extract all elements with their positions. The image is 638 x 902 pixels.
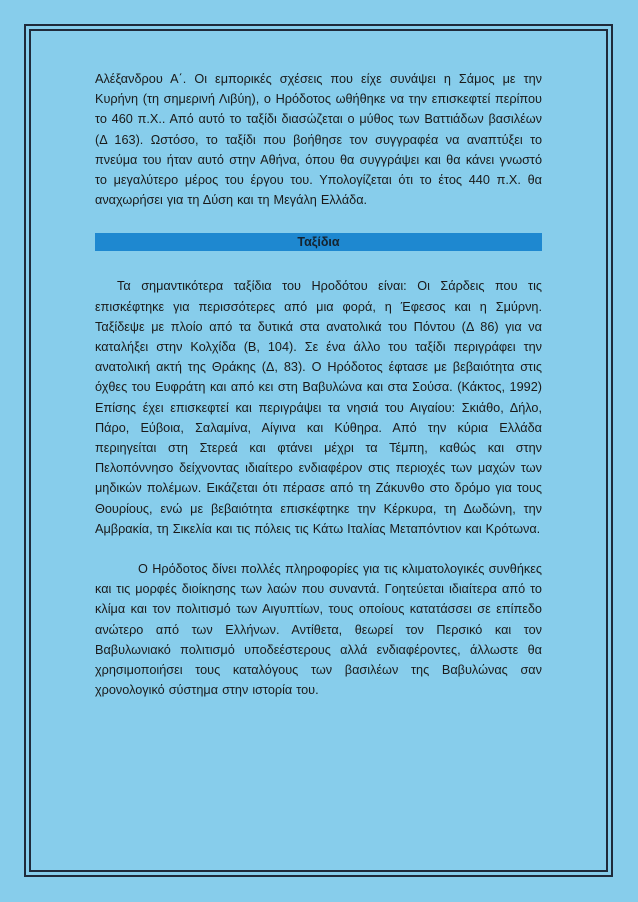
section-heading: Ταξίδια xyxy=(297,235,340,250)
section-heading-bar xyxy=(95,233,542,251)
document-body xyxy=(95,69,542,700)
paragraph-intro: Αλέξανδρου Α΄. Οι εμπορικές σχέσεις που είχε συνάψει η Σάμος με την Κυρήνη (τη σημερινή Λιβύη), ο Ηρόδοτος ωθήθηκε να την επισκεφτεί περίπου το 460 π.Χ.. Από αυτό το ταξίδι διασώζεται ο μύθος των Βαττιάδων βασιλέων (Δ 163). Ωστόσο, το ταξίδι που βοήθησε τον συγγραφέα να αναπτύξει το πνεύμα του ήταν αυτό στην Αθήνα, όπου θα συγγράψει και θα κάνει γνωστό το μεγαλύτερο μέρος του έργου του. Υπολογίζεται ότι το έτος 440 π.Χ. θα αναχωρήσει για τη Δύση και τη Μεγάλη Ελλάδα. xyxy=(95,72,542,208)
paragraph-spacer xyxy=(95,539,542,559)
paragraph-observations: Ο Ηρόδοτος δίνει πολλές πληροφορίες για τις κλιματολογικές συνθήκες και τις μορφές διοίκησης των λαών που συναντά. Γοητεύεται ιδιαίτερα από το κλίμα και τον πολιτισμό των Αιγυπτίων, τους οποίους κατατάσσει σε επίπεδο ανώτερο από των Ελλήνων. Αντίθετα, θεωρεί τον Περσικό και τον Βαβυλωνιακό πολιτισμό υποδεέστερους αλλά ενδιαφέροντες, άλλωστε θα χρησιμοποιήσει τους καταλόγους των βασιλέων της Βαβυλώνας σαν χρονολογικό σύστημα στην ιστορία του. xyxy=(95,562,542,698)
paragraph-travels: Τα σημαντικότερα ταξίδια του Ηροδότου είναι: Οι Σάρδεις που τις επισκέφτηκε για περισσότερες από μια φορά, η Έφεσος και η Σμύρνη. Ταξίδεψε με πλοίο από τα δυτικά στα ανατολικά του Πόντου (Δ 86) για να καταλήξει στην Κολχίδα (Β, 104). Σε ένα άλλο του ταξίδι περιγράφει την ανατολική ακτή της Θράκης (Δ, 83). Ο Ηρόδοτος έφτασε με βεβαιότητα στις όχθες του Ευφράτη και από κει στη Βαβυλώνα και στα Σούσα. (Κάκτος, 1992) Επίσης έχει επισκεφτεί και περιγράψει τα νησιά του Αιγαίου: Σκιάθο, Δήλο, Πάρο, Εύβοια, Σαλαμίνα, Αίγινα και Κύθηρα. Από την κύρια Ελλάδα περιηγείται στη Στερεά και φτάνει μέχρι τα Τέμπη, καθώς και στην Πελοπόννησο δείχνοντας ιδιαίτερο ενδιαφέρον στις περιοχές των μαχών των μηδικών πολέμων. Εικάζεται ότι πέρασε από τη Ζάκυνθο στο δρόμο για τους Θουρίους, ενώ με βεβαιότητα επισκέφτηκε την Κέρκυρα, τη Δωδώνη, την Αμβρακία, τη Σικελία και τις πόλεις τις Κάτω Ιταλίας Μεταπόντιον και Κρότωνα. xyxy=(95,279,542,536)
